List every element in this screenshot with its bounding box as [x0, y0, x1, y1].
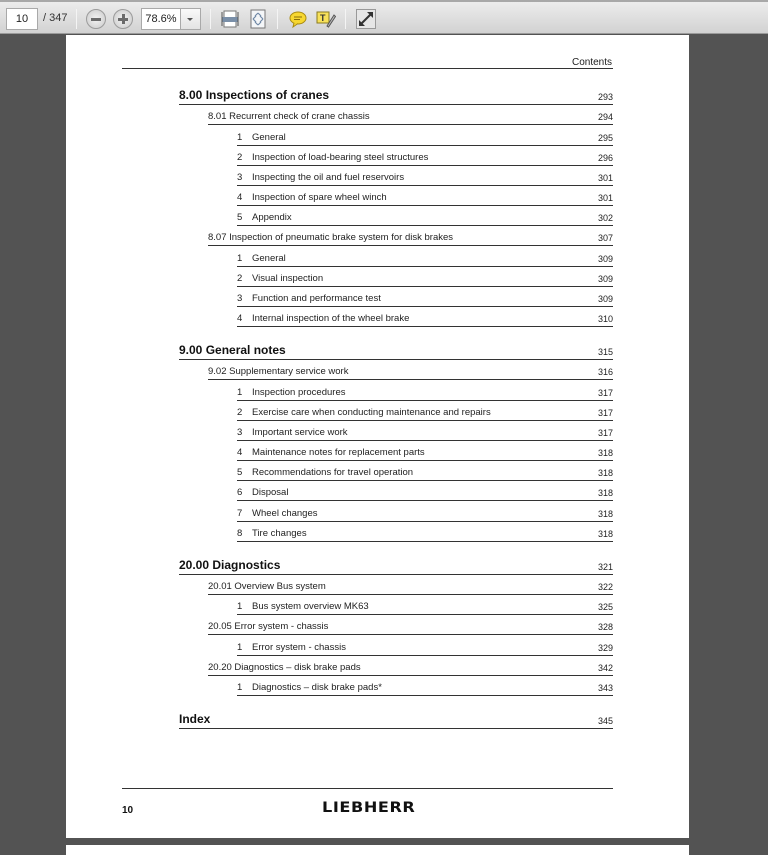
toc-entry-page-number: 293: [597, 92, 613, 102]
footer-page-number: 10: [122, 805, 134, 816]
comment-bubble-icon: [288, 9, 308, 29]
zoom-out-button[interactable]: [86, 9, 106, 29]
zoom-dropdown-button[interactable]: [181, 8, 201, 30]
toc-entry-title: [237, 601, 369, 612]
toolbar-divider: [277, 9, 278, 29]
toc-entry-label: Bus system overview MK63: [252, 601, 369, 612]
toc-entry-number: 4: [237, 313, 243, 324]
fit-page-icon: [248, 9, 268, 29]
toc-entry-title: [179, 712, 210, 726]
toc-entry-label: 8.07 Inspection of pneumatic brake system for disk brakes: [208, 232, 454, 243]
toc-entry-title: [208, 366, 348, 377]
toc-entry-title: [237, 528, 307, 539]
comment-button[interactable]: [288, 9, 308, 29]
toc-chapter-entry[interactable]: [179, 340, 613, 360]
toolbar-divider: [210, 9, 211, 29]
toc-entry-number: 3: [237, 172, 243, 183]
toc-entry-page-number: 325: [597, 602, 613, 612]
toc-entry-page-number: 296: [597, 153, 613, 163]
toc-section-entry[interactable]: [208, 228, 613, 246]
toc-subsection-entry[interactable]: [237, 208, 613, 226]
toc-entry-title: [208, 621, 328, 632]
toc-entry-label: Internal inspection of the wheel brake: [252, 313, 410, 324]
toc-entry-label: 20.01 Overview Bus system: [208, 581, 326, 592]
zoom-in-button[interactable]: [113, 9, 133, 29]
toc-entry-page-number: 318: [597, 448, 613, 458]
fit-page-button[interactable]: [248, 9, 268, 29]
total-pages-label: / 347: [43, 12, 68, 24]
toc-entry-page-number: 294: [597, 112, 613, 122]
toc-entry-page-number: 345: [597, 716, 613, 726]
fullscreen-button[interactable]: [356, 9, 376, 29]
toc-entry-title: [237, 407, 491, 418]
toc-entry-page-number: 318: [597, 488, 613, 498]
toc-entry-page-number: 301: [597, 193, 613, 203]
toc-entry-number: 2: [237, 407, 243, 418]
toc-subsection-entry[interactable]: [237, 188, 613, 206]
highlight-text-button[interactable]: [316, 9, 336, 29]
toc-subsection-entry[interactable]: [237, 524, 613, 542]
toc-entry-label: 9.00 General notes: [179, 343, 286, 357]
document-page: [66, 35, 689, 838]
toc-entry-label: Recommendations for travel operation: [252, 467, 414, 478]
toc-entry-title: [208, 232, 453, 243]
toc-entry-title: [179, 88, 329, 102]
toc-entry-page-number: 318: [597, 529, 613, 539]
toc-entry-page-number: 342: [597, 663, 613, 673]
toc-subsection-entry[interactable]: [237, 504, 613, 522]
toc-entry-number: 2: [237, 152, 243, 163]
toc-entry-page-number: 329: [597, 643, 613, 653]
toc-entry-title: [237, 152, 428, 163]
toc-entry-label: Wheel changes: [252, 508, 318, 519]
toc-entry-number: 1: [237, 642, 243, 653]
toc-subsection-entry[interactable]: [237, 128, 613, 146]
toc-entry-title: [237, 313, 409, 324]
toolbar-divider: [76, 9, 77, 29]
toc-subsection-entry[interactable]: [237, 309, 613, 327]
pdf-toolbar: [0, 0, 768, 34]
toc-entry-title: [237, 132, 286, 143]
expand-icon: [356, 9, 376, 29]
toc-entry-label: Disposal: [252, 487, 289, 498]
toc-entry-number: 7: [237, 508, 243, 519]
toc-section-entry[interactable]: [208, 107, 613, 125]
toc-entry-number: 5: [237, 467, 243, 478]
toc-entry-label: Inspection of load-bearing steel structures: [252, 152, 429, 163]
fit-width-button[interactable]: [220, 9, 240, 29]
toc-entry-number: 5: [237, 212, 243, 223]
toc-entry-label: General: [252, 253, 286, 264]
toc-entry-title: [237, 508, 317, 519]
toc-entry-title: [237, 293, 381, 304]
toc-entry-label: 8.00 Inspections of cranes: [179, 88, 330, 102]
toc-subsection-entry[interactable]: [237, 443, 613, 461]
toc-subsection-entry[interactable]: [237, 148, 613, 166]
toc-entry-page-number: 295: [597, 133, 613, 143]
toc-entry-page-number: 315: [597, 347, 613, 357]
toc-entry-number: 1: [237, 601, 243, 612]
toc-entry-page-number: 317: [597, 408, 613, 418]
toc-entry-title: [179, 343, 286, 357]
toc-entry-title: [237, 447, 425, 458]
toc-entry-page-number: 317: [597, 388, 613, 398]
zoom-level-input[interactable]: 78.6%: [141, 8, 181, 30]
toc-entry-page-number: 317: [597, 428, 613, 438]
toc-section-entry[interactable]: [208, 658, 613, 676]
toc-entry-title: [237, 427, 348, 438]
toc-subsection-entry[interactable]: [237, 403, 613, 421]
toc-subsection-entry[interactable]: [237, 249, 613, 267]
toc-entry-number: 1: [237, 387, 243, 398]
toc-chapter-entry[interactable]: [179, 555, 613, 575]
toc-entry-label: Inspection of spare wheel winch: [252, 192, 387, 203]
toc-entry-label: Exercise care when conducting maintenance and repairs: [252, 407, 491, 418]
toc-entry-page-number: 343: [597, 683, 613, 693]
toc-entry-label: Tire changes: [252, 528, 307, 539]
toc-entry-page-number: 309: [597, 294, 613, 304]
text-markup-icon: [316, 9, 336, 29]
toc-entry-title: [237, 682, 382, 693]
toc-entry-title: [237, 642, 346, 653]
toc-entry-title: [237, 273, 323, 284]
running-header: Contents: [571, 57, 612, 68]
toc-entry-title: [237, 387, 345, 398]
toc-entry-label: Important service work: [252, 427, 348, 438]
toc-entry-page-number: 309: [597, 254, 613, 264]
toc-entry-number: 2: [237, 273, 243, 284]
toc-entry-label: 20.20 Diagnostics – disk brake pads: [208, 662, 361, 673]
toc-entry-label: Appendix: [252, 212, 292, 223]
toc-subsection-entry[interactable]: [237, 168, 613, 186]
toc-entry-number: 3: [237, 293, 243, 304]
toc-subsection-entry[interactable]: [237, 289, 613, 307]
svg-text:T: T: [320, 13, 326, 23]
toc-subsection-entry[interactable]: [237, 423, 613, 441]
toc-entry-title: [237, 192, 387, 203]
toc-entry-number: 1: [237, 682, 243, 693]
toc-section-entry[interactable]: [208, 577, 613, 595]
toc-entry-label: Visual inspection: [252, 273, 324, 284]
toc-entry-title: [237, 253, 286, 264]
toc-entry-title: [237, 467, 413, 478]
toc-entry-label: General: [252, 132, 286, 143]
toc-entry-page-number: 301: [597, 173, 613, 183]
toc-entry-label: 8.01 Recurrent check of crane chassis: [208, 111, 370, 122]
toc-entry-number: 3: [237, 427, 243, 438]
toc-entry-title: [237, 172, 404, 183]
toc-entry-title: [208, 581, 326, 592]
liebherr-logo: LIEBHERR: [322, 800, 416, 816]
toc-entry-page-number: 302: [597, 213, 613, 223]
toc-entry-page-number: 328: [597, 622, 613, 632]
toc-entry-number: 4: [237, 447, 243, 458]
toc-section-entry[interactable]: [208, 362, 613, 380]
toc-subsection-entry[interactable]: [237, 597, 613, 615]
toc-entry-page-number: 321: [597, 562, 613, 572]
toc-entry-label: 9.02 Supplementary service work: [208, 366, 349, 377]
toc-entry-number: 1: [237, 132, 243, 143]
toc-entry-label: Function and performance test: [252, 293, 381, 304]
toc-entry-title: [237, 487, 288, 498]
toc-entry-page-number: 316: [597, 367, 613, 377]
toc-entry-label: Inspecting the oil and fuel reservoirs: [252, 172, 405, 183]
toc-entry-page-number: 310: [597, 314, 613, 324]
toc-entry-page-number: 322: [597, 582, 613, 592]
toc-entry-label: Maintenance notes for replacement parts: [252, 447, 425, 458]
toc-subsection-entry[interactable]: [237, 383, 613, 401]
toc-entry-title: [237, 212, 292, 223]
toc-entry-title: [208, 111, 370, 122]
toc-chapter-entry[interactable]: [179, 85, 613, 105]
toolbar-divider: [345, 9, 346, 29]
fit-width-icon: [220, 9, 240, 29]
toc-entry-label: 20.05 Error system - chassis: [208, 621, 329, 632]
toc-chapter-entry[interactable]: [179, 709, 613, 729]
toc-subsection-entry[interactable]: [237, 463, 613, 481]
footer-rule: [122, 788, 613, 789]
toc-entry-page-number: 318: [597, 509, 613, 519]
toc-entry-label: 20.00 Diagnostics: [179, 558, 281, 572]
toc-subsection-entry[interactable]: [237, 638, 613, 656]
toc-entry-number: 4: [237, 192, 243, 203]
toc-entry-title: [208, 662, 361, 673]
toc-entry-title: [179, 558, 280, 572]
page-number-input[interactable]: 10: [6, 8, 38, 30]
toc-entry-label: Index: [179, 712, 211, 726]
toc-subsection-entry[interactable]: [237, 269, 613, 287]
toc-entry-number: 8: [237, 528, 243, 539]
toc-subsection-entry[interactable]: [237, 678, 613, 696]
toc-subsection-entry[interactable]: [237, 483, 613, 501]
toc-entry-page-number: 307: [597, 233, 613, 243]
toc-entry-label: Diagnostics – disk brake pads*: [252, 682, 382, 693]
toc-entry-page-number: 309: [597, 274, 613, 284]
header-rule: [122, 68, 613, 69]
toc-entry-number: 6: [237, 487, 243, 498]
toc-entry-number: 1: [237, 253, 243, 264]
toc-entry-page-number: 318: [597, 468, 613, 478]
toc-entry-label: Inspection procedures: [252, 387, 346, 398]
toc-section-entry[interactable]: [208, 617, 613, 635]
toc-entry-label: Error system - chassis: [252, 642, 346, 653]
